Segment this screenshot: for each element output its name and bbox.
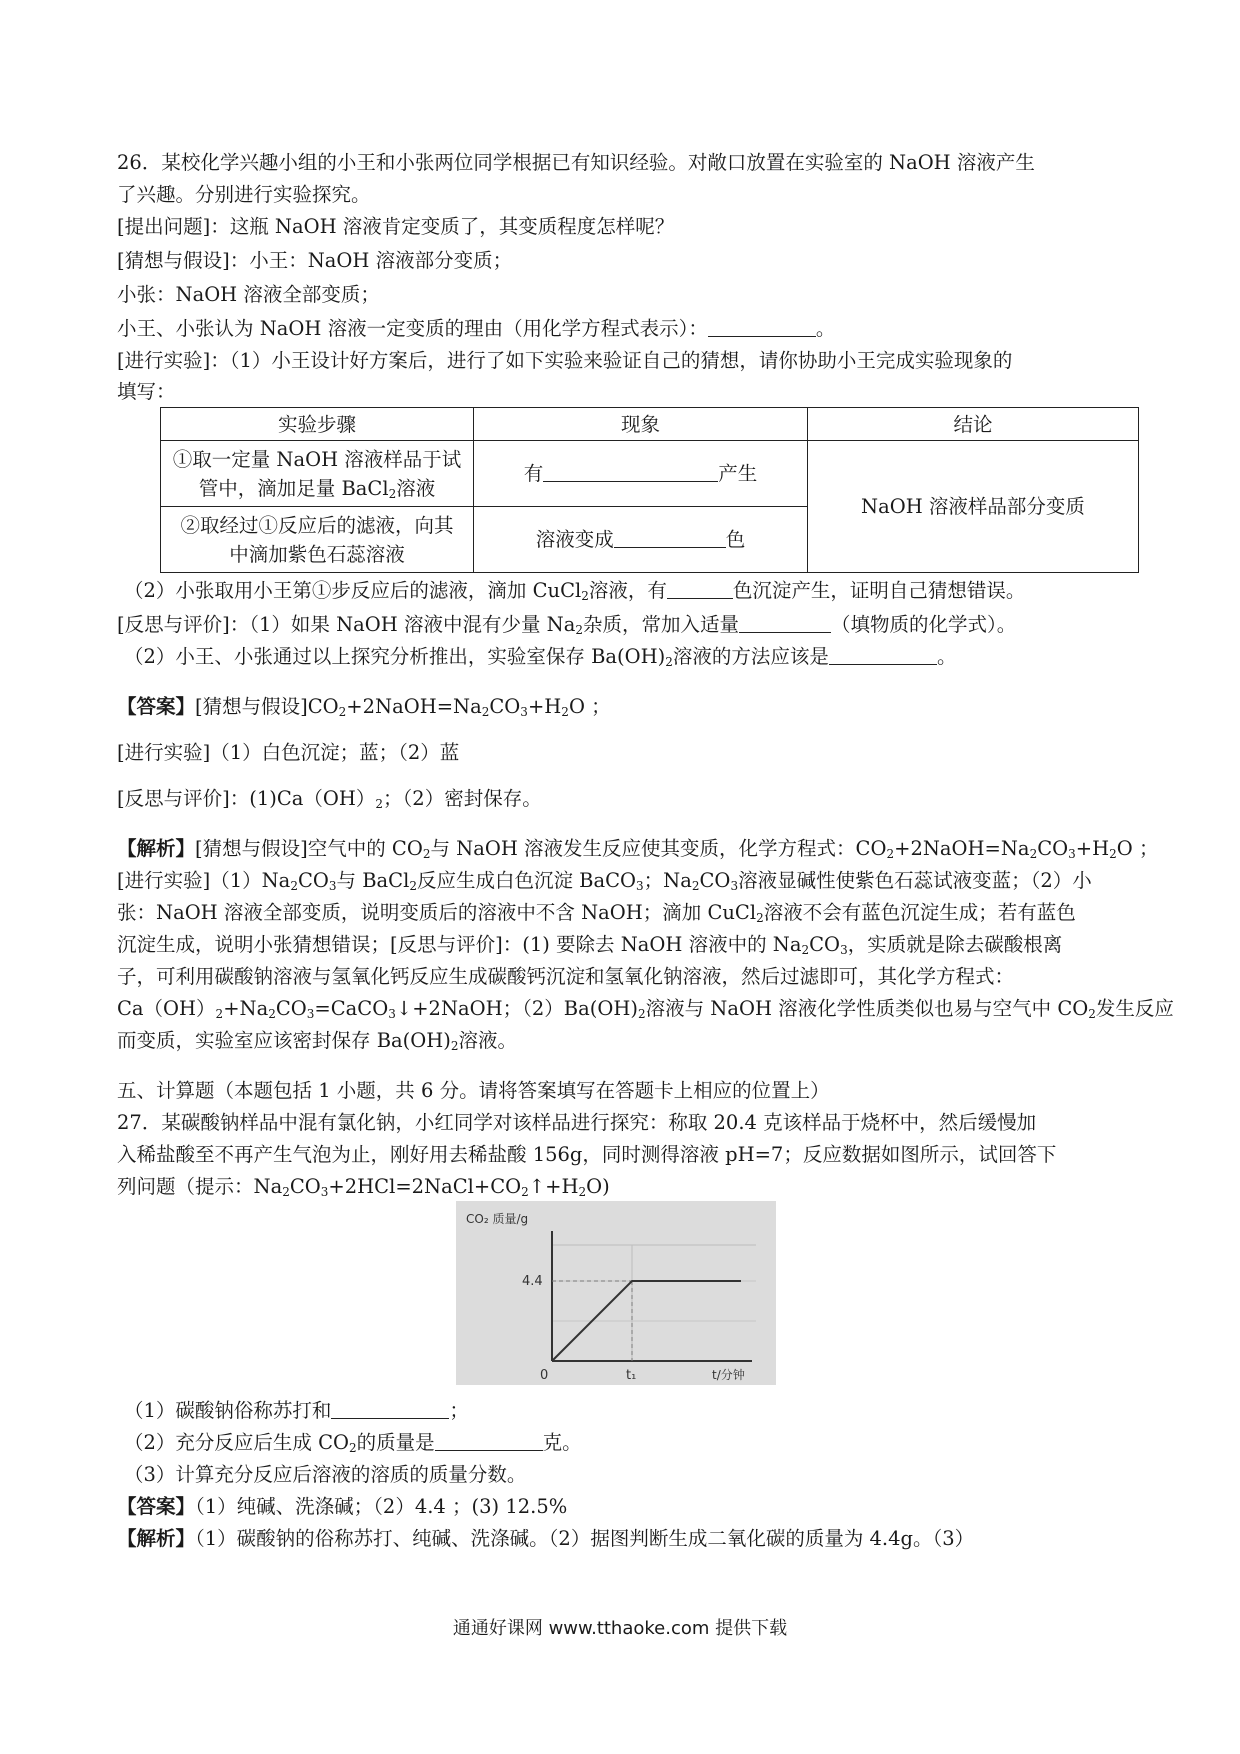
graph-y-label: CO₂ 质量/g [466, 1212, 529, 1226]
graph-y-tick: 4.4 [522, 1274, 543, 1289]
table-conclusion: NaOH 溶液样品部分变质 [808, 441, 1139, 573]
q27-sub2: （2）充分反应后生成 $CO_2$的质量是 克。 [124, 1431, 582, 1455]
analysis-label: 【解析】 [117, 837, 196, 860]
q26-analysis-line1: 【解析】[猜想与假设]空气中的 $CO_2$与 NaOH 溶液发生反应使其变质，化学方程式：$CO_2+2NaOH=Na_2CO_3+H_2O$ ； [117, 837, 1159, 861]
table-header-conclusion: 结论 [808, 408, 1139, 441]
q26-experiment-line1: [进行实验]：（1）小王设计好方案后，进行了如下实验来验证自己的猜想，请你协助小王完成实验现象的 [117, 349, 1013, 372]
q27-analysis: 【解析】（1）碳酸钠的俗称苏打、纯碱、洗涤碱。（2）据图判断生成二氧化碳的质量为 4.4g。（3） [117, 1527, 975, 1550]
analysis-label: 【解析】 [117, 1527, 196, 1550]
section-heading: 五、计算题（本题包括 1 小题，共 6 分。请将答案填写在答题卡上相应的位置上） [117, 1079, 830, 1102]
q27-line3: 列问题（提示：$Na_2CO_3+2HCl=2NaCl+CO_2↑+H_2O$) [117, 1175, 610, 1199]
answer-blank [435, 1432, 543, 1451]
q26-part2: （2）小张取用小王第①步反应后的滤液，滴加 CuCl$_2$溶液，有 色沉淀产生，证明自己猜想错误。 [124, 579, 1026, 603]
answer-blank [331, 1400, 449, 1419]
q27-sub1: （1）碳酸钠俗称苏打和 ； [124, 1399, 469, 1422]
q26-analysis-line2: [进行实验]$(1)Na_2CO_3$与 BaCl$_2$反应生成白色沉淀 BaCO$_3$；$Na_2CO_3$溶液显碱性使紫色石蕊试液变蓝；（2）小 [117, 869, 1092, 893]
q26-intro-line2: 了兴趣。分别进行实验探究。 [117, 183, 371, 206]
q26-reason-end: 。 [815, 317, 836, 340]
graph-x-label: t/分钟 [712, 1368, 745, 1382]
q27-line1: 27．某碳酸钠样品中混有氯化钠，小红同学对该样品进行探究：称取 20.4 克该样品于烧杯中，然后缓慢加 [117, 1111, 1037, 1134]
q26-answer-line2: [进行实验]（1）白色沉淀；蓝；（2）蓝 [117, 741, 460, 764]
answer-blank [708, 318, 816, 337]
q27-sub3: （3）计算充分反应后溶液的溶质的质量分数。 [124, 1463, 527, 1486]
q26-analysis-line3: 张：NaOH 溶液全部变质，说明变质后的溶液中不含 NaOH；滴加 CuCl$_2$溶液不会有蓝色沉淀生成；若有蓝色 [117, 901, 1076, 925]
graph-x-tick: t₁ [626, 1368, 637, 1383]
graph-background [456, 1201, 776, 1385]
page-footer: 通通好课网 www.tthaoke.com 提供下载 [452, 1618, 788, 1639]
q26-hypothesis-wang: [猜想与假设]：小王：NaOH 溶液部分变质； [117, 249, 513, 272]
answer-blank [829, 646, 937, 665]
step2-line2: 中滴加紫色石蕊溶液 [229, 542, 405, 566]
answer-label: 【答案】 [117, 1495, 196, 1518]
q27-line2: 入稀盐酸至不再产生气泡为止，刚好用去稀盐酸 156g，同时测得溶液 pH=7；反应数据如图所示，试回答下 [117, 1143, 1057, 1166]
table-header-steps: 实验步骤 [161, 408, 474, 441]
experiment-table [160, 407, 1139, 573]
q26-reflection2: （2）小王、小张通过以上探究分析推出，实验室保存 $Ba(OH)_2$溶液的方法应该是 。 [124, 645, 957, 669]
answer-blank [739, 614, 831, 633]
q26-reason [117, 316, 835, 342]
q26-analysis-line5: 子，可利用碳酸钠溶液与氢氧化钙反应生成碳酸钙沉淀和氢氧化钠溶液，然后过滤即可，其化学方程式： [117, 965, 1015, 988]
q26-intro-line1: 26．某校化学兴趣小组的小王和小张两位同学根据已有知识经验。对敞口放置在实验室的 NaOH 溶液产生 [117, 151, 1035, 174]
co2-mass-graph [456, 1201, 776, 1385]
graph-origin-label: 0 [540, 1368, 549, 1383]
table-header-phenomenon: 现象 [474, 408, 808, 441]
answer-blank [614, 529, 726, 548]
q26-reason-text: 小王、小张认为 NaOH 溶液一定变质的理由（用化学方程式表示）： [117, 317, 708, 340]
q26-problem: [提出问题]：这瓶 NaOH 溶液肯定变质了，其变质程度怎样呢？ [117, 215, 675, 238]
q26-answer-line1: 【答案】[猜想与假设]$CO_2+2NaOH=Na_2CO_3+H_2O$ ； [117, 695, 611, 719]
q26-hypothesis-zhang: 小张：NaOH 溶液全部变质； [117, 283, 380, 306]
answer-label: 【答案】 [117, 695, 196, 718]
table-phenomenon1: 有 产生 [474, 441, 808, 507]
q26-analysis-line4: 沉淀生成，说明小张猜想错误；[反思与评价]：(1) 要除去 NaOH 溶液中的 $Na_2CO_3$，实质就是除去碳酸根离 [117, 933, 1063, 957]
step2-line1: ②取经过①反应后的滤液，向其 [180, 513, 454, 537]
step1-line2: 管中，滴加足量 BaCl$_2$溶液 [198, 476, 436, 501]
q26-analysis-line7: 而变质，实验室应该密封保存 $Ba(OH)_2$溶液。 [117, 1029, 518, 1053]
answer-blank [667, 580, 733, 599]
q27-answer: 【答案】（1）纯碱、洗涤碱；（2）4.4 ；(3) 12.5% [117, 1495, 568, 1518]
answer-blank [543, 463, 718, 482]
q26-reflection1: [反思与评价]：（1）如果 NaOH 溶液中混有少量 $Na_2$杂质，常加入适量 （填物质的化学式）。 [117, 613, 1017, 637]
table-phenomenon2: 溶液变成 色 [474, 507, 808, 573]
q26-analysis-line6: $Ca(OH)_2+Na_2CO_3=CaCO_3↓+2NaOH$；$(2)Ba(OH)_2$溶液与 NaOH 溶液化学性质类似也易与空气中 $CO_2$发生反应 [117, 997, 1174, 1021]
q26-experiment-line2: 填写： [117, 380, 176, 403]
step1-line1: ①取一定量 NaOH 溶液样品于试 [172, 447, 462, 471]
table-step1 [161, 441, 474, 507]
table-step2 [161, 507, 474, 573]
q26-answer-line3: [反思与评价]：$(1)Ca(OH)_2$；（2）密封保存。 [117, 787, 542, 811]
